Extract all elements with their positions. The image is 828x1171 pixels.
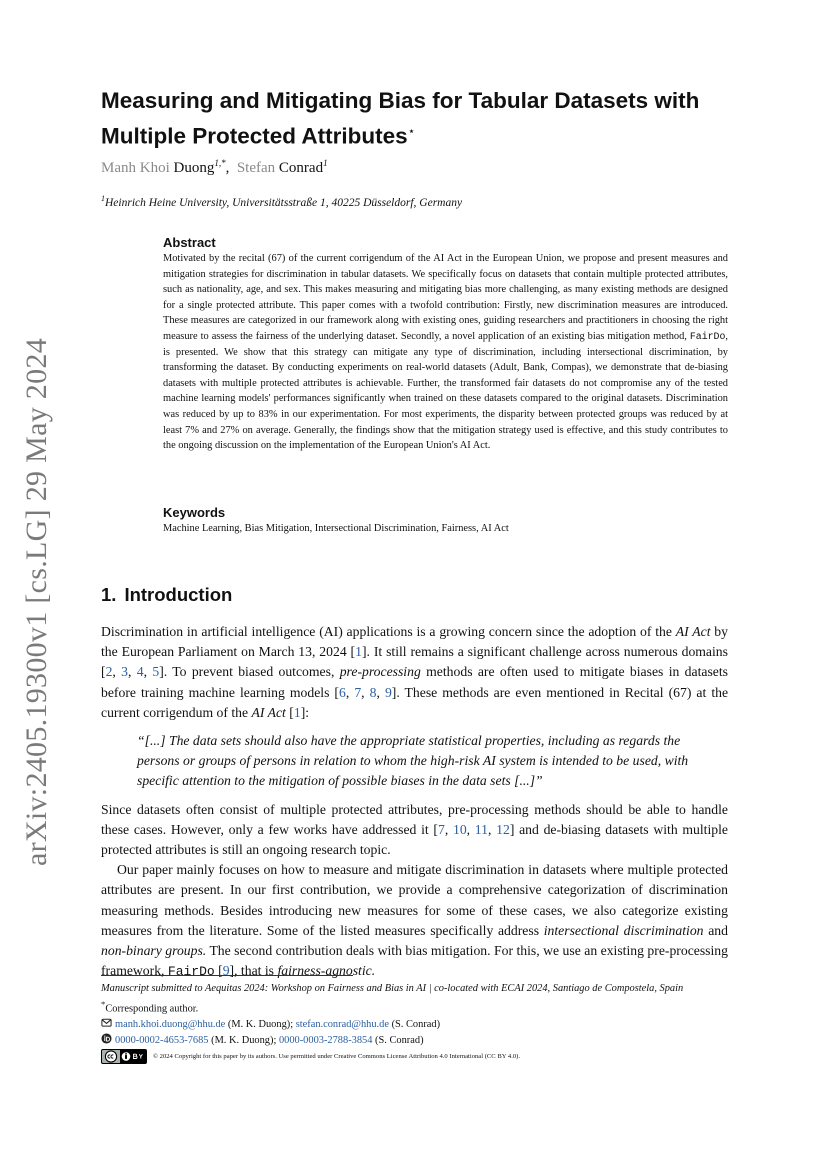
footnote-rule (101, 975, 353, 976)
section-title: Introduction (124, 584, 233, 605)
envelope-icon (101, 1017, 112, 1028)
method-name: FairDo (167, 964, 215, 980)
citation-link[interactable]: 5 (152, 664, 160, 680)
abstract-text (163, 251, 728, 454)
arxiv-identifier: arXiv:2405.19300v1 [cs.LG] 29 May 2024 (20, 338, 53, 866)
corresponding-note: *Corresponding author. (101, 998, 199, 1015)
citation-link[interactable]: 3 (121, 664, 128, 680)
footnotes (101, 981, 728, 1065)
citation-link[interactable]: 11 (474, 821, 488, 837)
affiliation-text: Heinrich Heine University, Universitätsstraße 1, 40225 Düsseldorf, Germany (105, 196, 463, 209)
author-list: Manh Khoi Duong$^{1,*}$, Stefan Conrad$^1$ (101, 158, 328, 176)
orcid-icon (101, 1033, 112, 1044)
cc-by-icon (101, 1049, 147, 1064)
title-line-1: Measuring and Mitigating Bias for Tabular Datasets with (101, 88, 700, 113)
citation-link[interactable]: 9 (222, 963, 230, 979)
introduction-body (101, 622, 728, 982)
title-line-2: Multiple Protected Attributes (101, 123, 408, 149)
citation-link[interactable]: 8 (369, 684, 377, 700)
affiliation (101, 194, 462, 209)
abstract-text-part: Motivated by the recital (67) of the current corrigendum of the AI Act in the European Union, we propose and present measures and mitigation strategies for discrimination in tabular datasets. We specifically focus on datasets that contain multiple protected attributes, such as nationality, age, and sex. This makes measuring and mitigating bias more challenging, as many existing methods are designed for a single protected attribute. This paper comes with a twofold contribution: Firstly, new discrimination measures are introduced. These measures are categorized in our framework along with existing ones, guiding researchers and practitioners in choosing the right measure to assess the fairness of the underlying dataset. Secondly, a novel application of an existing bias mitigation method, (163, 253, 728, 342)
license-line (101, 1049, 728, 1065)
orcid-link[interactable]: 0000-0002-4653-7685 (115, 1034, 209, 1046)
affiliation-mark: 1 (101, 194, 105, 203)
abstract-heading: Abstract (163, 235, 216, 250)
intro-paragraph-1: Discrimination in artificial intelligence (AI) applications is a growing concern since the adoption of the AI Act by the European Parliament on March 13, 2024 [1]. It still remains a significant challenge across numerous domains [2, 3, 4, 5]. To prevent biased outcomes, pre-processing methods are often used to mitigate biases in datasets before training machine learning models [6, 7, 8, 9]. These methods are even mentioned in Recital (67) at the current corrigendum of the AI Act [1]: (101, 624, 729, 720)
author-family-name: Duong (173, 160, 215, 176)
orcid-link[interactable]: 0000-0003-2788-3854 (278, 1034, 373, 1046)
citation-link[interactable]: 2 (105, 664, 113, 680)
citation-link[interactable]: 1 (293, 704, 301, 720)
keywords-block (163, 504, 728, 537)
citation-link[interactable]: 6 (339, 684, 346, 700)
citation-link[interactable]: 12 (496, 821, 510, 837)
copyright-text: © 2024 Copyright for this paper by its authors. Use permitted under Creative Commons License Attribution 4.0 International (CC BY 4.0). (153, 1052, 520, 1060)
citation-link[interactable]: 7 (437, 821, 445, 837)
author-family-name: Conrad (278, 160, 324, 176)
manuscript-note: Manuscript submitted to Aequitas 2024: Workshop on Fairness and Bias in AI | co-located with ECAI 2024, Santiago de Compostela, Spain (101, 983, 684, 994)
abstract-text-part: , is presented. We show that this strategy can mitigate any type of discrimination, including intersectional discrimination, by transforming the dataset. By conducting experiments on real-world datasets (Adult, Bank, Compas), we demonstrate that de-biasing datasets with multiple protected attributes is achievable. Further, the transformed fair datasets do not compromise any of the tested machine learning models' performances significantly when trained on these datasets compared to the original datasets. Discrimination was reduced by up to 83% in our experimentation. For most experiments, the disparity between protected groups was reduced by at least 7% and 27% on average. Generally, the findings show that the mitigation strategy used is effective, and this study contributes to the ongoing discussion on the implementation of the European Union's AI Act. (163, 330, 728, 452)
section-heading (101, 584, 232, 606)
abstract-block (163, 234, 728, 454)
author-given-name: Manh Khoi (101, 160, 170, 176)
email-link[interactable]: manh.khoi.duong@hhu.de (115, 1019, 226, 1031)
citation-link[interactable]: 7 (354, 684, 362, 700)
citation-link[interactable]: 9 (384, 684, 392, 700)
email-line: manh.khoi.duong@hhu.de (M. K. Duong); stefan.conrad@hhu.de (S. Conrad) (101, 1017, 728, 1033)
intro-paragraph-2: Since datasets often consist of multiple protected attributes, pre-processing methods should be able to handle these cases. However, only a few works have addressed it [7, 10, 11, 12] and de-biasing datasets with multiple protected attributes is still an ongoing research topic. (101, 801, 729, 858)
title-footnote-mark: ⋆ (407, 124, 416, 138)
method-name: FairDo (689, 330, 726, 342)
cc-by-license-badge[interactable] (101, 1049, 147, 1064)
citation-link[interactable]: 1 (355, 644, 362, 660)
arxiv-sidebar (6, 338, 68, 866)
paper-title (101, 86, 741, 152)
recital-quote: “[...] The data sets should also have the appropriate statistical properties, including as regards the persons or groups of persons in relation to whom the high-risk AI system is intended to be used, with specific attention to the mitigation of possible biases in the data sets [...]” (137, 733, 689, 789)
citation-link[interactable]: 4 (136, 664, 144, 680)
intro-paragraph-3: Our paper mainly focuses on how to measure and mitigate discrimination in datasets where multiple protected attributes are present. In our first contribution, we provide a comprehensive categorization of discrimination measuring methods. Besides introducing new measures for some of these cases, we also categorize existing measures from the literature. Some of the listed measures specifically address intersectional discrimination and non-binary groups. The second contribution deals with bias mitigation. For this, we use an existing pre-processing framework, FairDo [9], that is fairness-agnostic. (101, 862, 728, 980)
email-link[interactable]: stefan.conrad@hhu.de (295, 1019, 389, 1031)
keywords-text: Machine Learning, Bias Mitigation, Intersectional Discrimination, Fairness, AI Act (163, 523, 509, 534)
author-given-name: Stefan (236, 160, 276, 176)
author-affiliation-mark: 1 (323, 158, 328, 168)
section-number: 1. (101, 584, 117, 605)
citation-link[interactable]: 10 (452, 821, 467, 837)
keywords-heading: Keywords (163, 505, 226, 520)
author-affiliation-mark: 1,* (214, 158, 226, 168)
orcid-line: 0000-0002-4653-7685 (M. K. Duong); 0000-0003-2788-3854 (S. Conrad) (101, 1033, 728, 1049)
